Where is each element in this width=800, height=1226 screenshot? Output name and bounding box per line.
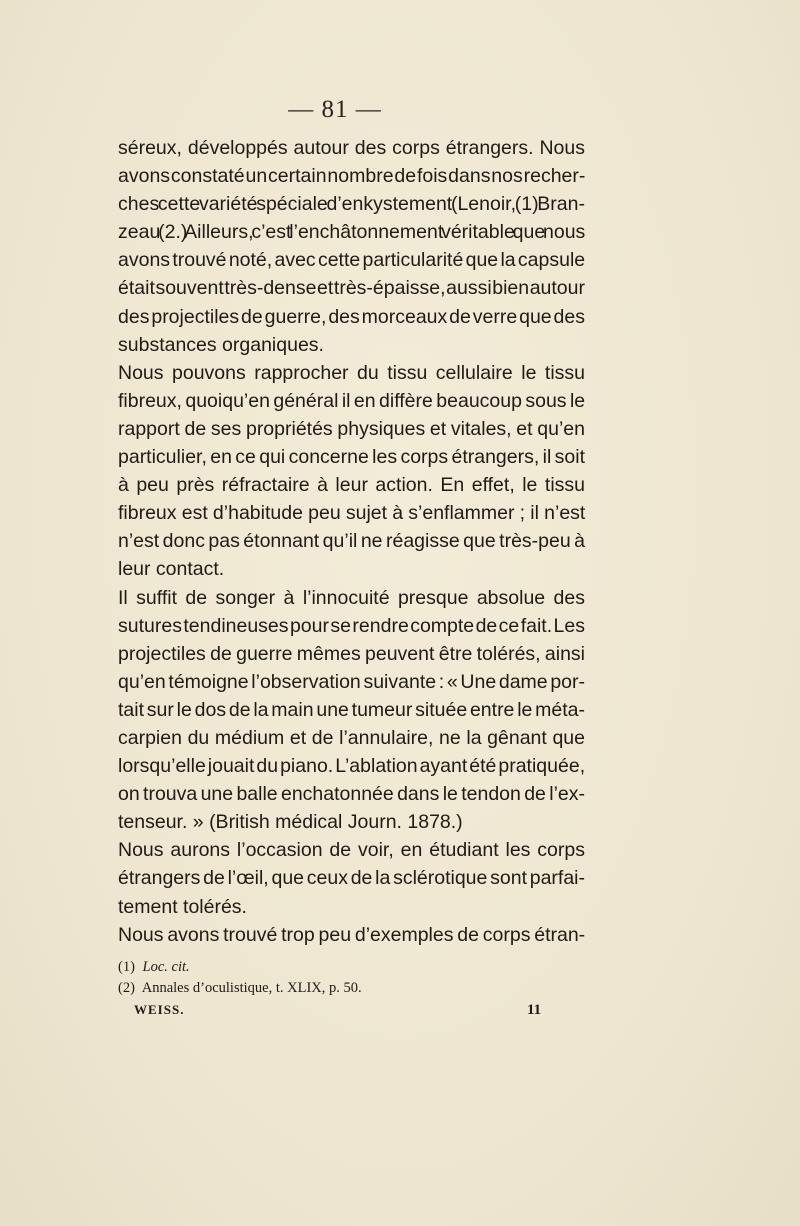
signature-author: WEISS. [134,1002,185,1017]
body-text [118,134,585,949]
text-line: lorsqu’elle jouait du piano. L’ablation ayant été pratiquée, [118,755,586,778]
signature-number: 11 [527,1002,542,1018]
text-line: Il suffit de songer à l’innocuité presque absolue des [118,586,585,609]
text-line: substances organiques. [118,333,324,356]
text-line: rapport de ses propriétés physiques et vitales, et qu’en [118,417,585,440]
text-line: avons trouvé noté, avec cette particularité que la capsule [118,249,586,272]
text-line: ches cette variété spéciale d’enkystement (Lenoir, (1) Bran- [118,193,585,216]
text-line: tait sur le dos de la main une tumeur située entre le méta- [118,698,585,721]
text-line: était souvent très-dense et très-épaisse, aussi bien autour [118,277,585,300]
footnote-text: Annales d’oculistique, t. XLIX, p. 50. [141,980,362,996]
footnote-number: (1) [118,959,135,975]
footnote [118,978,585,999]
text-line: projectiles de guerre mêmes peuvent être tolérés, ainsi [118,642,585,665]
text-line: avons constaté un certain nombre de fois dans nos recher- [118,165,586,188]
text-line: carpien du médium et de l’annulaire, ne la gênant que [118,726,585,749]
page-number: — 81 — [288,96,382,123]
footnote-number: (2) [118,980,135,996]
text-line: des projectiles de guerre, des morceaux de verre que des [118,305,585,328]
text-line: tenseur. » (British médical Journ. 1878.) [118,811,463,834]
text-line: Nous pouvons rapprocher du tissu cellulaire le tissu [118,361,585,384]
text-line: zeau (2.) Ailleurs, c’est l’enchâtonnement véritable que nous [118,221,586,244]
text-line: fibreux est d’habitude peu sujet à s’enflammer ; il n’est [118,502,586,525]
footnote-text: Loc. cit. [142,959,190,975]
text-line: tement tolérés. [118,895,247,918]
text-line: Nous aurons l’occasion de voir, en étudiant les corps [118,839,585,862]
text-line: on trouva une balle enchatonnée dans le tendon de l’ex- [118,783,585,806]
text-line: n’est donc pas étonnant qu’il ne réagisse que très-peu à [118,530,585,553]
footnote [118,957,585,978]
text-line: sutures tendineuses pour se rendre compte de ce fait. Les [118,614,585,637]
text-line: particulier, en ce qui concerne les corps étrangers, il soit [118,446,585,469]
text-line: à peu près réfractaire à leur action. En effet, le tissu [118,474,585,497]
text-line: fibreux, quoiqu’en général il en diffère beaucoup sous le [118,389,586,412]
footnotes [118,957,585,999]
text-line: leur contact. [118,558,225,581]
text-line: qu’en témoigne l’observation suivante : « Une dame por- [118,670,585,693]
text-line: étrangers de l’œil, que ceux de la sclérotique sont parfai- [118,867,586,890]
text-line: Nous avons trouvé trop peu d’exemples de corps étran- [118,923,586,946]
text-line: séreux, développés autour des corps étrangers. Nous [118,137,585,159]
